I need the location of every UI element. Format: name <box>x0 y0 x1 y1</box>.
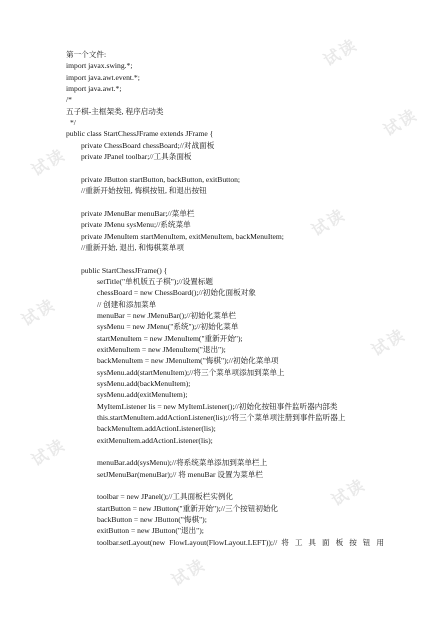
blank-line <box>66 196 426 207</box>
code-line: public class StartChessJFrame extends JFrame { <box>66 129 214 139</box>
watermark: 试读 <box>320 34 361 70</box>
blank-line <box>66 162 426 173</box>
code-line: import java.awt.*; <box>66 84 122 94</box>
code-line: exitMenuItem.addActionListener(lis); <box>97 435 213 445</box>
code-line: // 创建和添加菜单 <box>97 299 157 309</box>
code-line: import javax.swing.*; <box>66 61 133 71</box>
code-line: MyItemListener lis = new MyItemListener();//初始化按钮事件监听器内部类 <box>97 401 338 411</box>
watermark: 试读 <box>368 324 409 360</box>
code-line: exitMenuItem = new JMenuItem("退出"); <box>97 344 226 354</box>
code-line: startMenuItem = new JMenuItem("重新开始"); <box>97 333 243 343</box>
code-listing <box>66 49 426 548</box>
code-line: private JMenu sysMenu;//系统菜单 <box>81 220 191 230</box>
code-line: private JMenuBar menuBar;//菜单栏 <box>81 208 195 218</box>
code-line: private ChessBoard chessBoard;//对战面板 <box>81 140 215 150</box>
watermark: 试读 <box>28 434 69 470</box>
code-line: this.startMenuItem.addActionListener(lis);//将三个菜单项注册到事件监听器上 <box>97 413 346 422</box>
blank-line <box>66 253 426 264</box>
code-line: private JMenuItem startMenuItem, exitMenuItem, backMenuItem; <box>81 231 284 241</box>
code-line: startButton = new JButton("重新开始");//三个按钮初始化 <box>97 503 279 513</box>
watermark: 试读 <box>308 204 349 240</box>
code-line: private JButton startButton, backButton, exitButton; <box>81 174 241 184</box>
code-line: toolbar = new JPanel();//工具面板栏实例化 <box>97 492 234 502</box>
code-line: 第一个文件: <box>66 50 107 59</box>
code-line: setJMenuBar(menuBar);// 将 menuBar 设置为菜单栏 <box>97 469 263 479</box>
code-line: //重新开始, 退出, 和悔棋菜单项 <box>81 242 184 252</box>
code-line: setTitle("单机版五子棋");//设置标题 <box>97 276 214 286</box>
code-line: //重新开始按钮, 悔棋按钮, 和退出按钮 <box>81 186 207 196</box>
code-line: chessBoard = new ChessBoard();//初始化面板对象 <box>97 288 256 298</box>
code-line: */ <box>70 118 76 128</box>
code-line: toolbar.setLayout(new FlowLayout(FlowLayout.LEFT));// 将 工 具 面 板 按 钮 用 <box>97 537 384 547</box>
watermark: 试读 <box>168 554 209 590</box>
watermark: 试读 <box>28 144 69 180</box>
code-line: import java.awt.event.*; <box>66 72 140 82</box>
blank-line <box>66 480 426 491</box>
code-line: backMenuItem = new JMenuItem("悔棋");//初始化菜单项 <box>97 356 279 366</box>
code-line: sysMenu.add(exitMenuItem); <box>97 390 188 400</box>
code-line: backMenuItem.addActionListener(lis); <box>97 424 216 434</box>
code-line: sysMenu.add(startMenuItem);//将三个菜单项添加到菜单上 <box>97 367 285 377</box>
code-line: backButton = new JButton("悔棋"); <box>97 515 207 525</box>
code-line: exitButton = new JButton("退出"); <box>97 526 204 536</box>
code-line: 五子棋-主框架类, 程序启动类 <box>66 106 164 116</box>
watermark: 试读 <box>380 104 421 140</box>
code-line: sysMenu.add(backMenuItem); <box>97 378 191 388</box>
watermark: 试读 <box>18 294 59 330</box>
code-line: sysMenu = new JMenu("系统");//初始化菜单 <box>97 322 239 332</box>
code-line: /* <box>66 95 72 105</box>
code-line: private JPanel toolbar;//工具条面板 <box>81 152 192 162</box>
code-line: menuBar.add(sysMenu);//将系统菜单添加到菜单栏上 <box>97 458 268 468</box>
code-line: public StartChessJFrame() { <box>81 265 168 275</box>
blank-line <box>66 446 426 457</box>
code-line: menuBar = new JMenuBar();//初始化菜单栏 <box>97 310 237 320</box>
watermark: 试读 <box>328 474 369 510</box>
